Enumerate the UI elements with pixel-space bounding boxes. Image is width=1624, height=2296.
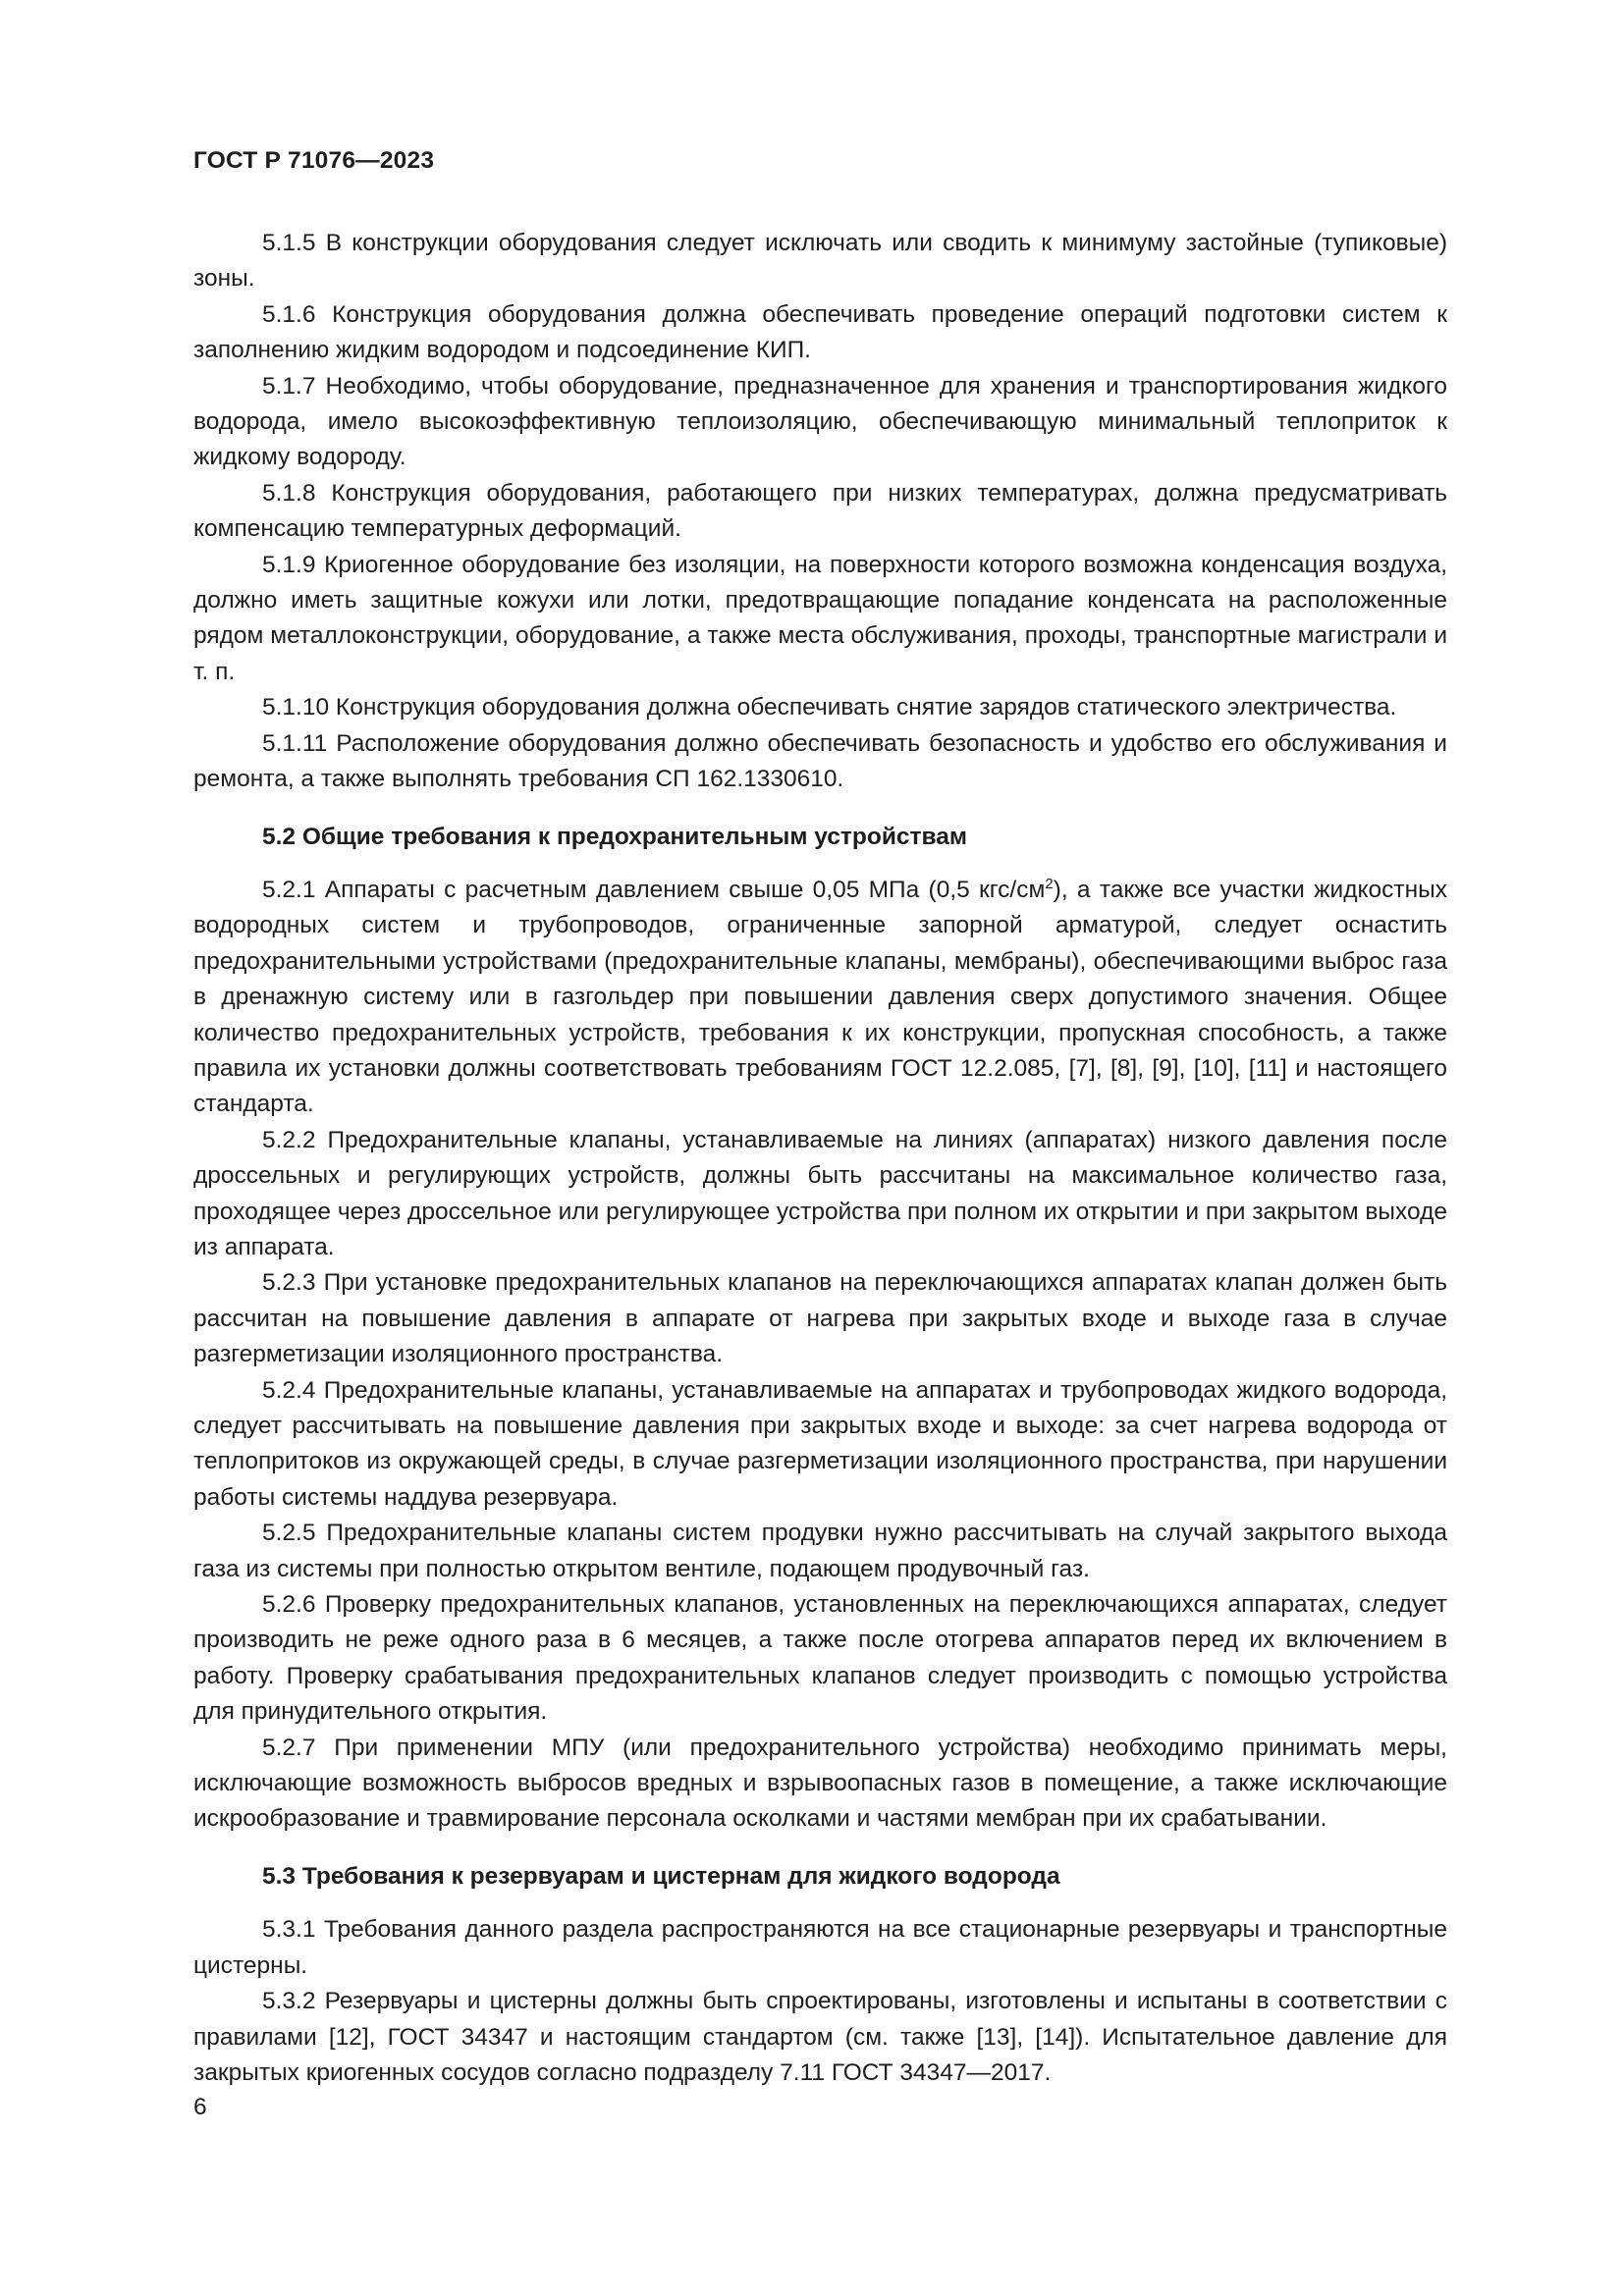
- paragraph-5-2-6: 5.2.6 Проверку предохранительных клапанов, установленных на переключающихся аппаратах, следует производить не реже одного раза в 6 месяцев, а также после отогрева аппаратов перед их включением в работу. Проверку срабатывания предохранительных клапанов следует производить с помощью устройства для принудительного открытия.: [193, 1591, 1447, 1726]
- section-heading-5-2: 5.2 Общие требования к предохранительным устройствам: [262, 823, 968, 850]
- paragraph-5-2-5: 5.2.5 Предохранительные клапаны систем продувки нужно рассчитывать на случай закрытого выхода газа из системы при полностью открытом вентиле, подающем продувочный газ.: [193, 1520, 1447, 1582]
- paragraph-5-1-7: 5.1.7 Необходимо, чтобы оборудование, предназначенное для хранения и транспортирования жидкого водорода, имело высокоэффективную теплоизоляцию, обеспечивающую минимальный теплоприток к жидкому водороду.: [193, 372, 1447, 471]
- paragraph-5-2-2: 5.2.2 Предохранительные клапаны, устанавливаемые на линиях (аппаратах) низкого давления после дроссельных и регулирующих устройств, должны быть рассчитаны на максимальное количество газа, проходящее через дроссельное или регулирующее устройства при полном их открытии и при закрытом выходе из аппарата.: [193, 1126, 1447, 1260]
- paragraph-5-1-5: 5.1.5 В конструкции оборудования следует исключать или сводить к минимуму застойные (тупиковые) зоны.: [193, 230, 1447, 293]
- superscript-2: 2: [1045, 875, 1054, 892]
- paragraph-5-2-4: 5.2.4 Предохранительные клапаны, устанавливаемые на аппаратах и трубопроводах жидкого водорода, следует рассчитывать на повышение давления при закрытых входе и выходе: за счет нагрева водорода от теплопритоков из окружающей среды, в случае разгерметизации изоляционного пространства, при нарушении работы системы наддува резервуара.: [193, 1376, 1447, 1511]
- section-heading-5-3: 5.3 Требования к резервуарам и цистернам для жидкого водорода: [262, 1862, 1060, 1890]
- paragraph-5-3-2: 5.3.2 Резервуары и цистерны должны быть спроектированы, изготовлены и испытаны в соответствии с правилами [12], ГОСТ 34347 и настоящим стандартом (см. также [13], [14]). Испытательное давление для закрытых криогенных сосудов согласно подразделу 7.11 ГОСТ 34347—2017.: [193, 1988, 1447, 2086]
- page-number: 6: [193, 2094, 207, 2120]
- paragraph-5-1-10: 5.1.10 Конструкция оборудования должна обеспечивать снятие зарядов статического электричества.: [262, 694, 1397, 721]
- paragraph-5-2-7: 5.2.7 При применении МПУ (или предохранительного устройства) необходимо принимать меры, исключающие возможность выбросов вредных и взрывоопасных газов в помещение, а также исключающие искрообразование и травмирование персонала осколками и частями мембран при их срабатывании.: [193, 1734, 1447, 1833]
- paragraph-5-1-9: 5.1.9 Криогенное оборудование без изоляции, на поверхности которого возможна конденсация воздуха, должно иметь защитные кожухи или лотки, предотвращающие попадание конденсата на расположенные рядом металлоконструкции, оборудование, а также места обслуживания, проходы, транспортные магистрали и т. п.: [193, 551, 1447, 685]
- paragraph-5-2-1: [193, 873, 1447, 1123]
- paragraph-5-1-8: 5.1.8 Конструкция оборудования, работающего при низких температурах, должна предусматривать компенсацию температурных деформаций.: [193, 479, 1447, 543]
- paragraph-5-3-1: 5.3.1 Требования данного раздела распространяются на все стационарные резервуары и транспортные цистерны.: [193, 1916, 1447, 1979]
- document-header: ГОСТ Р 71076—2023: [193, 147, 435, 174]
- paragraph-5-2-1-text-b: ), а также все участки жидкостных водородных систем и трубопроводов, ограниченные запорной арматурой, следует оснастить предохранительными устройствами (предохранительные клапаны, мембраны), обеспечивающими выброс газа в дренажную систему или в газгольдер при повышении давления сверх допустимого значения. Общее количество предохранительных устройств, требования к их конструкции, пропускная способность, а также правила их установки должны соответствовать требованиям ГОСТ 12.2.085, [7], [8], [9], [10], [11] и настоящего стандарта.: [193, 876, 1447, 1118]
- paragraph-5-1-11: 5.1.11 Расположение оборудования должно обеспечивать безопасность и удобство его обслуживания и ремонта, а также выполнять требования СП 162.1330610.: [193, 729, 1447, 793]
- document-body: [193, 226, 1447, 2091]
- paragraph-5-1-6: 5.1.6 Конструкция оборудования должна обеспечивать проведение операций подготовки систем к заполнению жидким водородом и подсоединение КИП.: [193, 300, 1447, 364]
- paragraph-5-2-1-text-a: 5.2.1 Аппараты с расчетным давлением свыше 0,05 МПа (0,5 кгс/см: [262, 876, 1046, 903]
- paragraph-5-2-3: 5.2.3 При установке предохранительных клапанов на переключающихся аппаратах клапан должен быть рассчитан на повышение давления в аппарате от нагрева при закрытых входе и выходе газа в случае разгерметизации изоляционного пространства.: [193, 1269, 1447, 1368]
